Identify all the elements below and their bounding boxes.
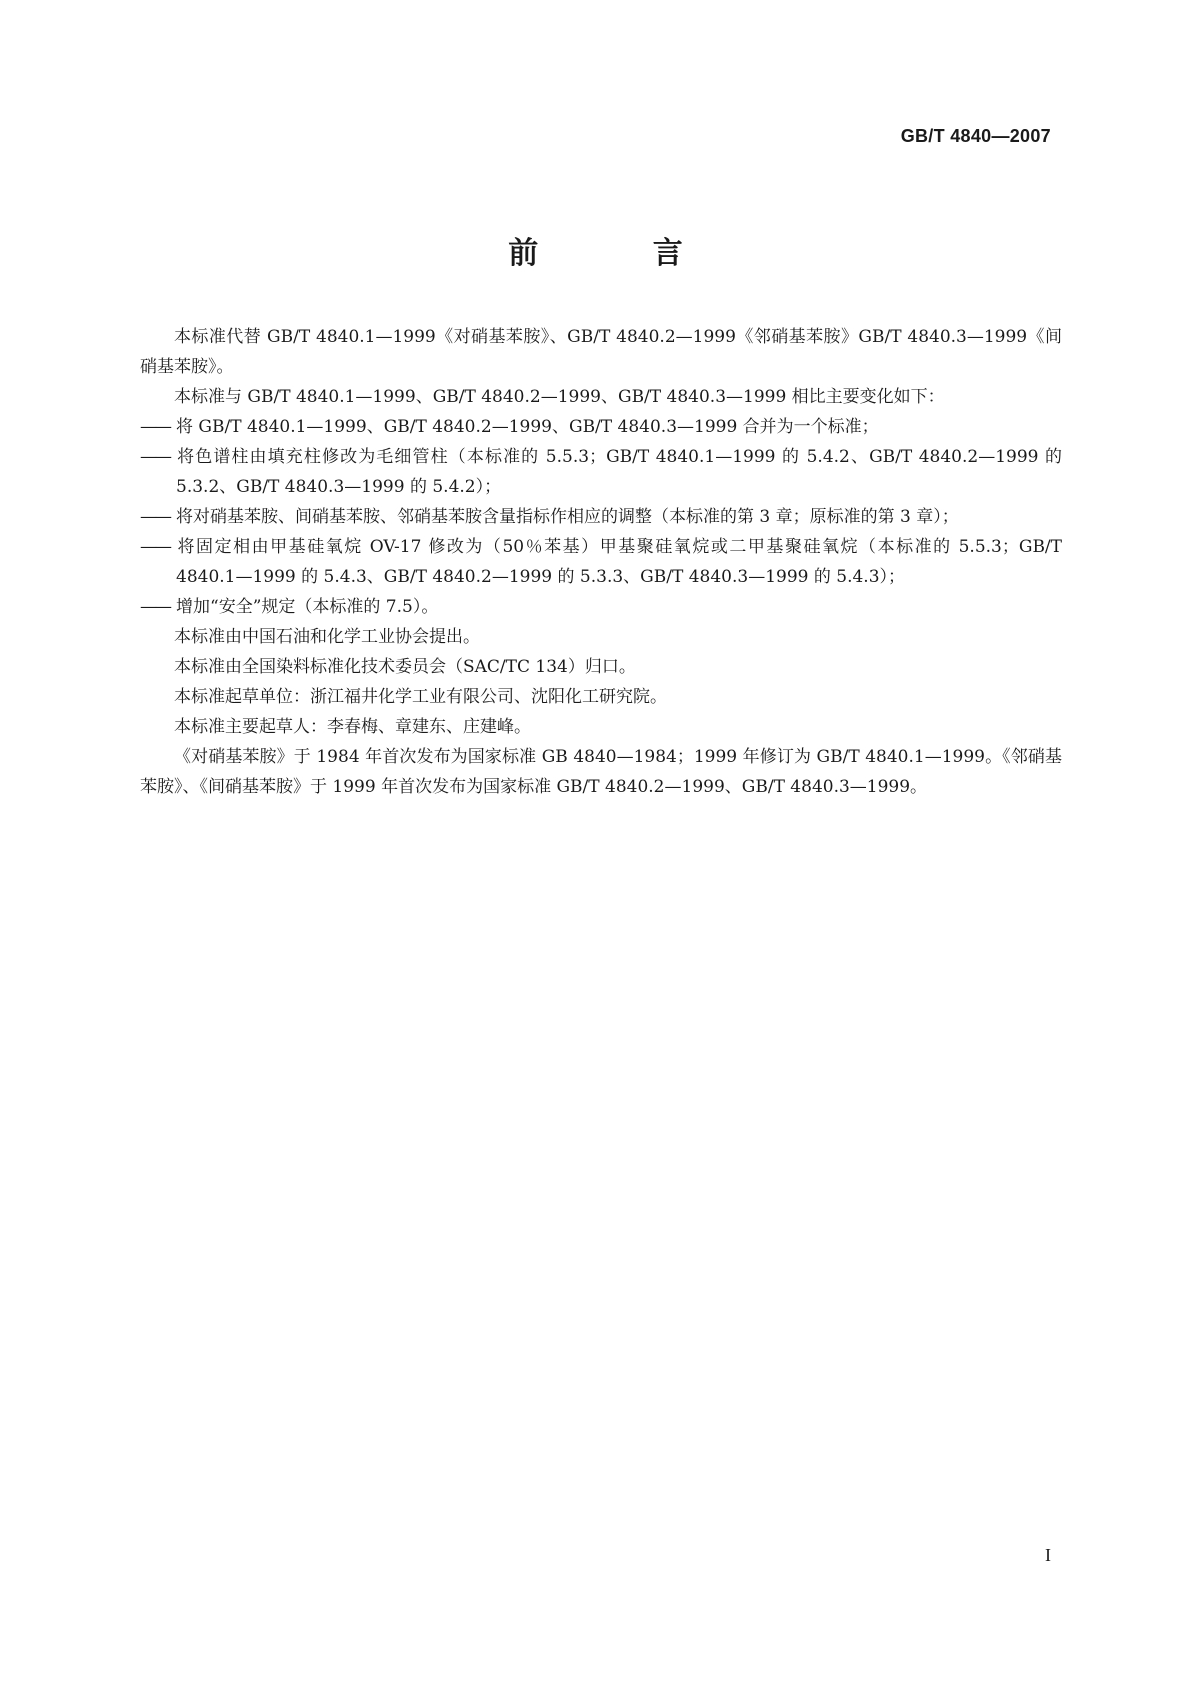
history-paragraph: 《对硝基苯胺》于 1984 年首次发布为国家标准 GB 4840—1984；1999 年修订为 GB/T 4840.1—1999。《邻硝基苯胺》、《间硝基苯胺》于 1999 年首次发布为国家标准 GB/T 4840.2—1999、GB/T 4840.3—1999。 — [140, 747, 1062, 797]
document-body — [140, 322, 1062, 802]
change-item — [140, 412, 1062, 442]
intro-paragraph-changes: 本标准与 GB/T 4840.1—1999、GB/T 4840.2—1999、GB/T 4840.3—1999 相比主要变化如下： — [174, 387, 945, 407]
proposer-paragraph: 本标准由中国石油和化学工业协会提出。 — [174, 627, 480, 647]
dash-marker: —— — [140, 537, 170, 557]
change-item — [140, 592, 1062, 622]
dash-marker: —— — [140, 597, 170, 617]
page-title: 前 言 — [508, 236, 735, 271]
change-item-text: 将 GB/T 4840.1—1999、GB/T 4840.2—1999、GB/T 4840.3—1999 合并为一个标准； — [176, 417, 879, 437]
page-number: I — [1045, 1545, 1051, 1565]
change-item — [140, 502, 1062, 532]
standard-code: GB/T 4840—2007 — [900, 126, 1051, 146]
intro-paragraph-replaces: 本标准代替 GB/T 4840.1—1999《对硝基苯胺》、GB/T 4840.2—1999《邻硝基苯胺》GB/T 4840.3—1999《间硝基苯胺》。 — [140, 327, 1062, 377]
dash-marker: —— — [140, 507, 170, 527]
dash-marker: —— — [140, 417, 170, 437]
change-item-text: 将色谱柱由填充柱修改为毛细管柱（本标准的 5.5.3；GB/T 4840.1—1999 的 5.4.2、GB/T 4840.2—1999 的 5.3.2、GB/T 4840.3—1999 的 5.4.2）； — [176, 447, 1062, 497]
change-item-text: 增加“安全”规定（本标准的 7.5）。 — [176, 597, 439, 617]
drafting-units-paragraph: 本标准起草单位：浙江福井化学工业有限公司、沈阳化工研究院。 — [174, 687, 667, 707]
change-item — [140, 442, 1062, 502]
change-item — [140, 532, 1062, 592]
change-item-text: 将固定相由甲基硅氧烷 OV-17 修改为（50％苯基）甲基聚硅氧烷或二甲基聚硅氧烷（本标准的 5.5.3；GB/T 4840.1—1999 的 5.4.3、GB/T 4840.2—1999 的 5.3.3、GB/T 4840.3—1999 的 5.4.3）； — [176, 537, 1062, 587]
drafters-paragraph: 本标准主要起草人：李春梅、章建东、庄建峰。 — [174, 717, 531, 737]
dash-marker: —— — [140, 447, 170, 467]
committee-paragraph: 本标准由全国染料标准化技术委员会（SAC/TC 134）归口。 — [174, 657, 636, 677]
change-item-text: 将对硝基苯胺、间硝基苯胺、邻硝基苯胺含量指标作相应的调整（本标准的第 3 章；原标准的第 3 章）； — [176, 507, 959, 527]
